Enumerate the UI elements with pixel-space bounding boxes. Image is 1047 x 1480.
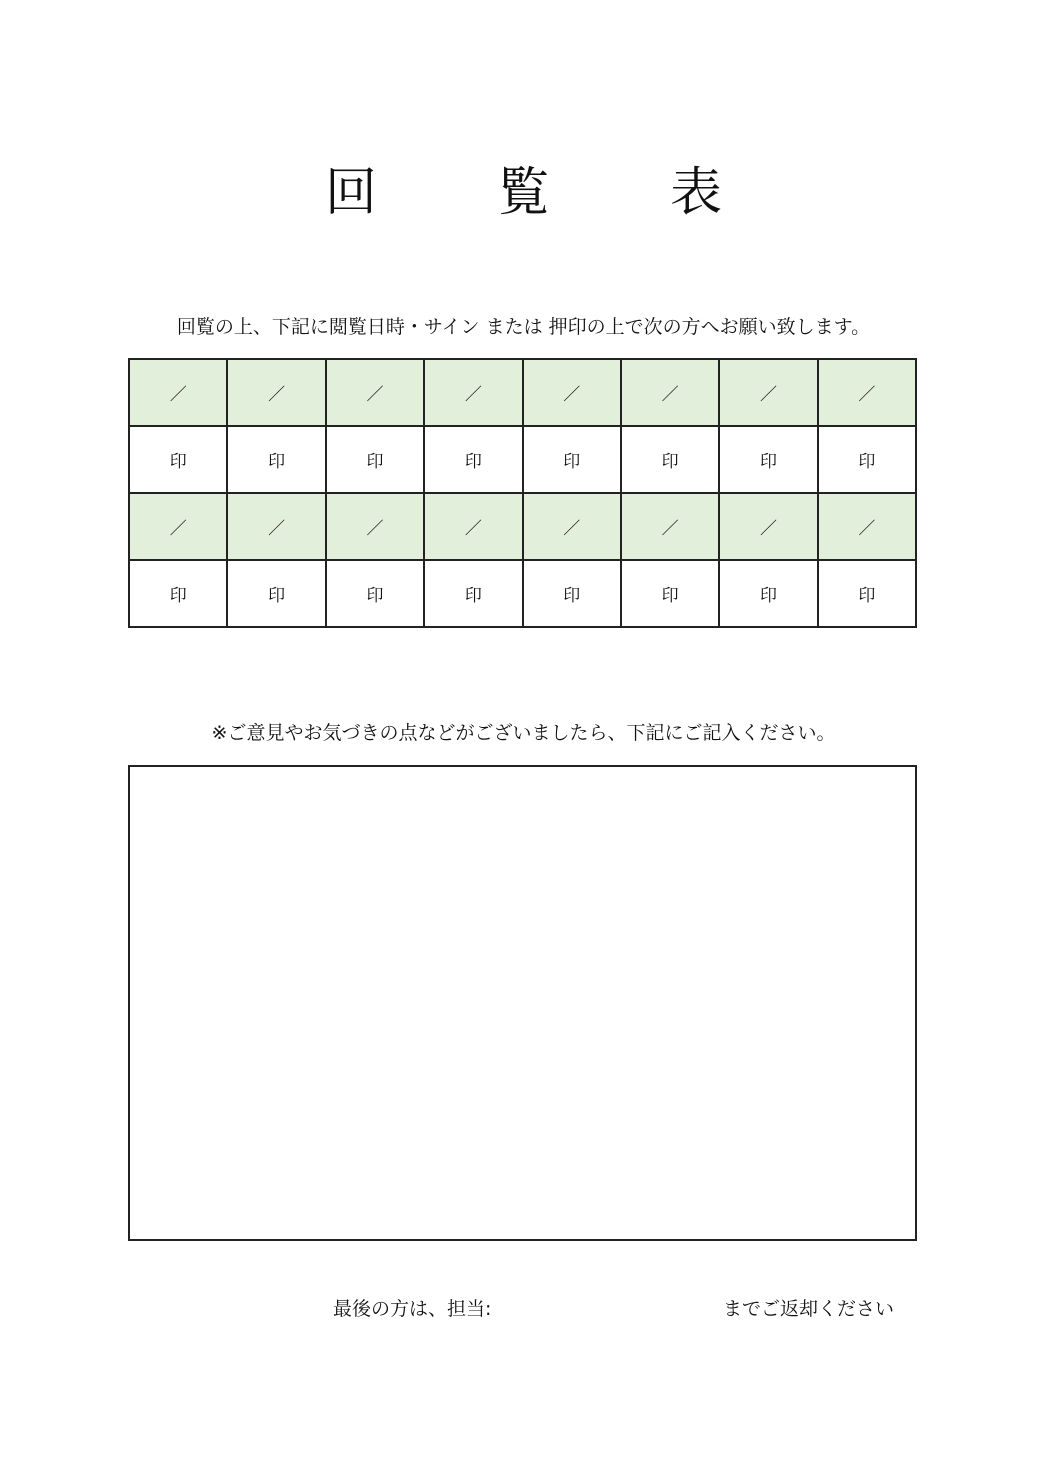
- page-title: 回 覧 表: [324, 163, 775, 223]
- date-cell[interactable]: [818, 493, 916, 560]
- seal-label: 印: [366, 586, 384, 606]
- seal-row: [129, 426, 916, 493]
- seal-cell[interactable]: [326, 426, 424, 493]
- seal-cell[interactable]: [227, 560, 325, 627]
- seal-cell[interactable]: [129, 560, 227, 627]
- seal-cell[interactable]: [424, 426, 522, 493]
- date-slash: ／: [858, 519, 876, 539]
- seal-cell[interactable]: [326, 560, 424, 627]
- instruction-text: 回覧の上、下記に閲覧日時・サイン または 押印の上で次の方へお願い致します。: [176, 316, 871, 338]
- seal-label: 印: [858, 452, 876, 472]
- date-cell[interactable]: [129, 359, 227, 426]
- seal-label: 印: [464, 452, 482, 472]
- date-row: [129, 359, 916, 426]
- seal-row: [129, 560, 916, 627]
- date-slash: ／: [563, 385, 581, 405]
- seal-cell[interactable]: [818, 560, 916, 627]
- date-slash: ／: [366, 519, 384, 539]
- seal-label: 印: [464, 586, 482, 606]
- seal-cell[interactable]: [818, 426, 916, 493]
- seal-cell[interactable]: [719, 426, 817, 493]
- date-cell[interactable]: [719, 359, 817, 426]
- date-slash: ／: [268, 519, 286, 539]
- date-cell[interactable]: [129, 493, 227, 560]
- seal-label: 印: [268, 586, 286, 606]
- date-slash: ／: [759, 519, 777, 539]
- date-cell[interactable]: [523, 493, 621, 560]
- date-cell[interactable]: [424, 493, 522, 560]
- date-cell[interactable]: [523, 359, 621, 426]
- seal-label: 印: [858, 586, 876, 606]
- seal-cell[interactable]: [129, 426, 227, 493]
- footer-prefix: 最後の方は、担当:: [333, 1298, 492, 1320]
- seal-label: 印: [169, 586, 187, 606]
- seal-cell[interactable]: [227, 426, 325, 493]
- seal-label: 印: [661, 452, 679, 472]
- date-slash: ／: [563, 519, 581, 539]
- date-cell[interactable]: [621, 359, 719, 426]
- seal-cell[interactable]: [523, 426, 621, 493]
- seal-label: 印: [759, 586, 777, 606]
- date-cell[interactable]: [424, 359, 522, 426]
- seal-cell[interactable]: [424, 560, 522, 627]
- circulation-sign-table: [128, 358, 917, 628]
- date-slash: ／: [268, 385, 286, 405]
- date-cell[interactable]: [818, 359, 916, 426]
- seal-label: 印: [563, 452, 581, 472]
- seal-label: 印: [366, 452, 384, 472]
- date-cell[interactable]: [227, 359, 325, 426]
- date-slash: ／: [464, 385, 482, 405]
- date-cell[interactable]: [326, 359, 424, 426]
- comment-note: ※ご意見やお気づきの点などがございましたら、下記にご記入ください。: [211, 722, 836, 744]
- date-cell[interactable]: [719, 493, 817, 560]
- seal-label: 印: [563, 586, 581, 606]
- seal-cell[interactable]: [523, 560, 621, 627]
- seal-label: 印: [268, 452, 286, 472]
- date-slash: ／: [759, 385, 777, 405]
- footer-suffix: までご返却ください: [723, 1298, 895, 1320]
- date-slash: ／: [169, 385, 187, 405]
- date-row: [129, 493, 916, 560]
- date-cell[interactable]: [621, 493, 719, 560]
- seal-label: 印: [661, 586, 679, 606]
- date-slash: ／: [464, 519, 482, 539]
- date-slash: ／: [661, 385, 679, 405]
- date-slash: ／: [661, 519, 679, 539]
- date-slash: ／: [366, 385, 384, 405]
- seal-cell[interactable]: [621, 426, 719, 493]
- date-slash: ／: [858, 385, 876, 405]
- seal-cell[interactable]: [719, 560, 817, 627]
- comment-box[interactable]: [128, 765, 917, 1241]
- seal-label: 印: [169, 452, 187, 472]
- seal-cell[interactable]: [621, 560, 719, 627]
- seal-label: 印: [759, 452, 777, 472]
- date-slash: ／: [169, 519, 187, 539]
- date-cell[interactable]: [326, 493, 424, 560]
- date-cell[interactable]: [227, 493, 325, 560]
